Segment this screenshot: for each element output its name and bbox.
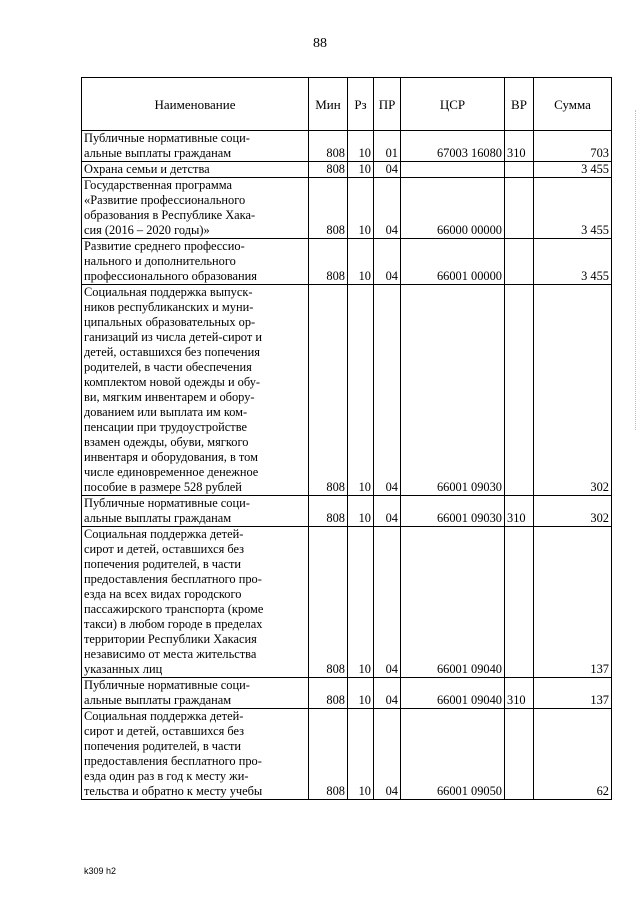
row-name-line: Публичные нормативные соци- [84, 131, 250, 145]
row-name-line: такси) в любом городе в пределах [84, 617, 263, 631]
row-name-line: независимо от места жительства [84, 647, 257, 661]
table-row [82, 527, 612, 678]
row-rz: 10 [348, 496, 374, 527]
row-csr: 66001 09040 [401, 678, 505, 709]
row-name-line: тельства и обратно к месту учебы [84, 784, 263, 798]
row-pr: 04 [374, 496, 401, 527]
row-name [82, 178, 309, 239]
row-sum: 302 [534, 496, 612, 527]
row-rz: 10 [348, 239, 374, 285]
row-name [82, 496, 309, 527]
row-rz: 10 [348, 131, 374, 162]
header-sum: Сумма [534, 78, 612, 131]
row-min: 808 [309, 178, 348, 239]
row-name-line: профессионального образования [84, 269, 258, 283]
page-number: 88 [313, 36, 327, 51]
row-pr: 04 [374, 709, 401, 800]
row-name-line: указанных лиц [84, 662, 163, 676]
row-name-line: ципальных образовательных ор- [84, 315, 256, 329]
row-name-line: дованием или выплата им ком- [84, 405, 248, 419]
table-row [82, 178, 612, 239]
row-name-line: «Развитие профессионального [84, 193, 246, 207]
row-name-line: езда один раз в год к месту жи- [84, 769, 249, 783]
row-rz: 10 [348, 527, 374, 678]
row-csr: 66001 00000 [401, 239, 505, 285]
row-name-line: Социальная поддержка выпуск- [84, 285, 253, 299]
row-name [82, 239, 309, 285]
row-sum: 137 [534, 527, 612, 678]
row-sum: 137 [534, 678, 612, 709]
row-vr [505, 709, 534, 800]
row-name [82, 678, 309, 709]
row-min: 808 [309, 709, 348, 800]
row-name-line: Развитие среднего профессио- [84, 239, 245, 253]
row-min: 808 [309, 285, 348, 496]
budget-table [81, 77, 612, 800]
row-name-line: сия (2016 – 2020 годы)» [84, 223, 210, 237]
row-pr: 04 [374, 285, 401, 496]
table-row [82, 709, 612, 800]
row-vr: 310 [505, 496, 534, 527]
row-rz: 10 [348, 178, 374, 239]
row-min: 808 [309, 131, 348, 162]
row-csr: 66001 09040 [401, 527, 505, 678]
row-sum: 62 [534, 709, 612, 800]
row-pr: 04 [374, 162, 401, 178]
row-name [82, 527, 309, 678]
row-name-line: Государственная программа [84, 178, 232, 192]
row-name-line: сирот и детей, оставшихся без [84, 542, 245, 556]
row-name-line: попечения родителей, в части [84, 739, 242, 753]
row-vr: 310 [505, 678, 534, 709]
row-min: 808 [309, 239, 348, 285]
row-name [82, 162, 309, 178]
row-name [82, 131, 309, 162]
row-csr: 67003 16080 [401, 131, 505, 162]
row-pr: 04 [374, 527, 401, 678]
row-rz: 10 [348, 285, 374, 496]
row-name-line: ганизаций из числа детей-сирот и [84, 330, 262, 344]
header-name: Наименование [82, 78, 309, 131]
row-vr [505, 285, 534, 496]
row-name-line: Публичные нормативные соци- [84, 678, 250, 692]
row-vr [505, 178, 534, 239]
row-csr: 66000 00000 [401, 178, 505, 239]
row-min: 808 [309, 496, 348, 527]
row-name-line: территории Республики Хакасия [84, 632, 257, 646]
table-row [82, 496, 612, 527]
row-sum: 703 [534, 131, 612, 162]
row-name-line: Социальная поддержка детей- [84, 709, 244, 723]
row-name-line: числе единовременное денежное [84, 465, 259, 479]
row-vr [505, 527, 534, 678]
table-row [82, 162, 612, 178]
row-name-line: пассажирского транспорта (кроме [84, 602, 264, 616]
row-name-line: езда на всех видах городского [84, 587, 242, 601]
row-name-line: взамен одежды, обуви, мягкого [84, 435, 249, 449]
row-name-line: инвентаря и оборудования, в том [84, 450, 258, 464]
row-name-line: ви, мягким инвентарем и обору- [84, 390, 255, 404]
header-csr: ЦСР [401, 78, 505, 131]
table-header-row [82, 78, 612, 131]
header-vr: ВР [505, 78, 534, 131]
row-min: 808 [309, 527, 348, 678]
header-min: Мин [309, 78, 348, 131]
row-sum: 3 455 [534, 162, 612, 178]
row-csr: 66001 09030 [401, 285, 505, 496]
row-csr: 66001 09050 [401, 709, 505, 800]
row-rz: 10 [348, 709, 374, 800]
row-name-line: пособие в размере 528 рублей [84, 480, 242, 494]
row-sum: 3 455 [534, 178, 612, 239]
row-pr: 04 [374, 678, 401, 709]
table-row [82, 285, 612, 496]
row-sum: 302 [534, 285, 612, 496]
row-name-line: нального и дополнительного [84, 254, 236, 268]
row-name-line: родителей, в части обеспечения [84, 360, 252, 374]
row-name [82, 285, 309, 496]
row-name-line: предоставления бесплатного про- [84, 572, 262, 586]
row-pr: 04 [374, 178, 401, 239]
row-name-line: образования в Республике Хака- [84, 208, 256, 222]
row-name-line: альные выплаты гражданам [84, 511, 232, 525]
row-csr: 66001 09030 [401, 496, 505, 527]
footer-code: k309 h2 [84, 866, 117, 876]
row-min: 808 [309, 162, 348, 178]
row-name [82, 709, 309, 800]
row-name-line: Социальная поддержка детей- [84, 527, 244, 541]
row-name-line: альные выплаты гражданам [84, 693, 232, 707]
row-rz: 10 [348, 678, 374, 709]
row-sum: 3 455 [534, 239, 612, 285]
row-pr: 04 [374, 239, 401, 285]
row-vr [505, 162, 534, 178]
table-row [82, 131, 612, 162]
row-name-line: попечения родителей, в части [84, 557, 242, 571]
margin-artifact [634, 110, 636, 430]
table-row [82, 678, 612, 709]
row-name-line: сирот и детей, оставшихся без [84, 724, 245, 738]
row-name-line: Охрана семьи и детства [84, 162, 210, 176]
row-name-line: предоставления бесплатного про- [84, 754, 262, 768]
header-rz: Рз [348, 78, 374, 131]
row-name-line: детей, оставшихся без попечения [84, 345, 260, 359]
row-name-line: альные выплаты гражданам [84, 146, 232, 160]
header-pr: ПР [374, 78, 401, 131]
row-name-line: комплектом новой одежды и обу- [84, 375, 261, 389]
table-row [82, 239, 612, 285]
row-vr [505, 239, 534, 285]
row-pr: 01 [374, 131, 401, 162]
table-body [82, 131, 612, 800]
row-rz: 10 [348, 162, 374, 178]
row-name-line: ников республиканских и муни- [84, 300, 254, 314]
row-min: 808 [309, 678, 348, 709]
row-name-line: пенсации при трудоустройстве [84, 420, 247, 434]
row-csr [401, 162, 505, 178]
row-vr: 310 [505, 131, 534, 162]
row-name-line: Публичные нормативные соци- [84, 496, 250, 510]
